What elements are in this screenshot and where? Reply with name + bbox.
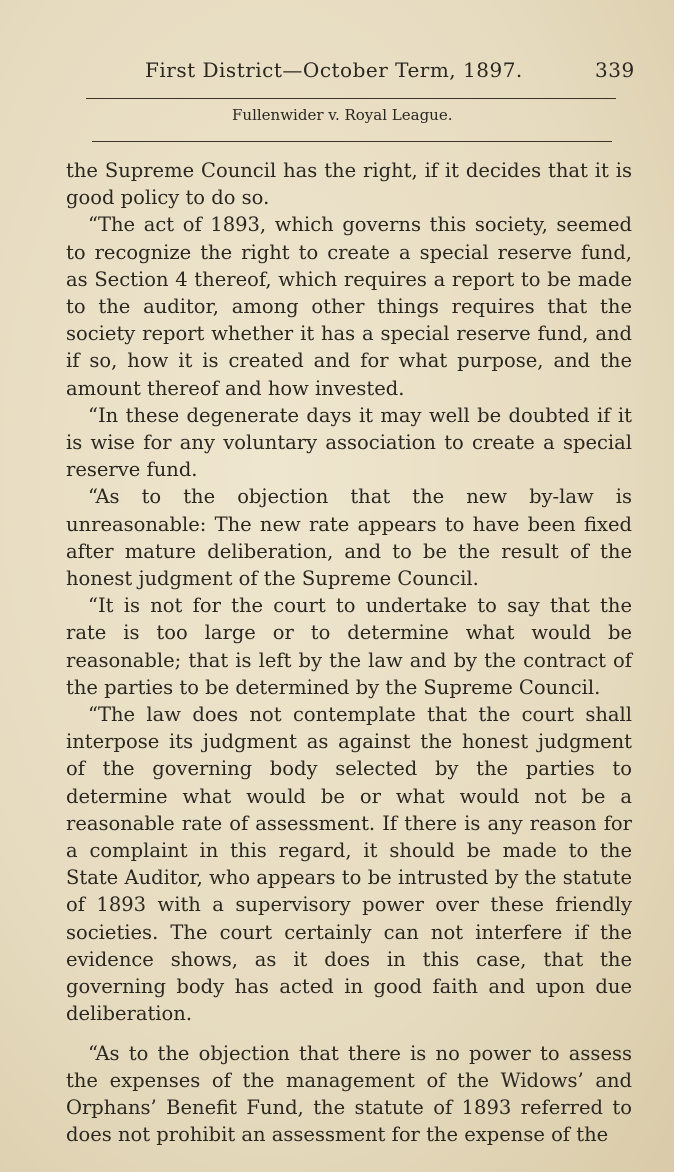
page-number: 339 — [595, 58, 635, 82]
paragraph: “As to the objection that the new by-law is unreasonable: The new rate appears to have been fixed after mature deliberation, and to be the result of the honest judgment of the Supreme Council. — [66, 485, 632, 591]
body-text — [66, 157, 632, 1148]
paragraph: “It is not for the court to undertake to say that the rate is too large or to determine what would be reasonable; that is left by the law and by the contract of the parties to be determined by the Supreme Council. — [66, 594, 632, 699]
paragraph: “The law does not contemplate that the court shall interpose its judgment as against the honest judgment of the governing body selected by the parties to determine what would be or what would not be a reasonable rate of assessment. If there is any reason for a complaint in this regard, it should be made to the State Auditor, who appears to be intrusted by the statute of 1893 with a supervisory power over these friendly societies. The court certainly can not interfere if the evidence shows, as it does in this case, that the governing body has acted in good faith and upon due deliberation. — [66, 703, 632, 1026]
case-title: Fullenwider v. Royal League. — [232, 106, 453, 124]
paragraph: “As to the objection that there is no power to assess the expenses of the management of the Widows’ and Orphans’ Benefit Fund, the statute of 1893 referred to does not prohibit an assessment for the expense of the — [66, 1041, 632, 1147]
paragraph: “The act of 1893, which governs this society, seemed to recognize the right to create a special reserve fund, as Section 4 thereof, which requires a report to be made to the auditor, among other things requires that the society report whether it has a special reserve fund, and if so, how it is created and for what purpose, and the amount thereof and how invested. — [66, 213, 632, 400]
paragraph: the Supreme Council has the right, if it decides that it is good policy to do so. — [66, 159, 632, 210]
paragraph-gap — [66, 1028, 632, 1040]
running-head-title: First District—October Term, 1897. — [145, 58, 523, 82]
header-rule-bottom — [92, 141, 612, 142]
header-rule-top — [86, 98, 616, 99]
paragraph: “In these degenerate days it may well be doubted if it is wise for any voluntary association to create a special reserve fund. — [66, 403, 632, 482]
